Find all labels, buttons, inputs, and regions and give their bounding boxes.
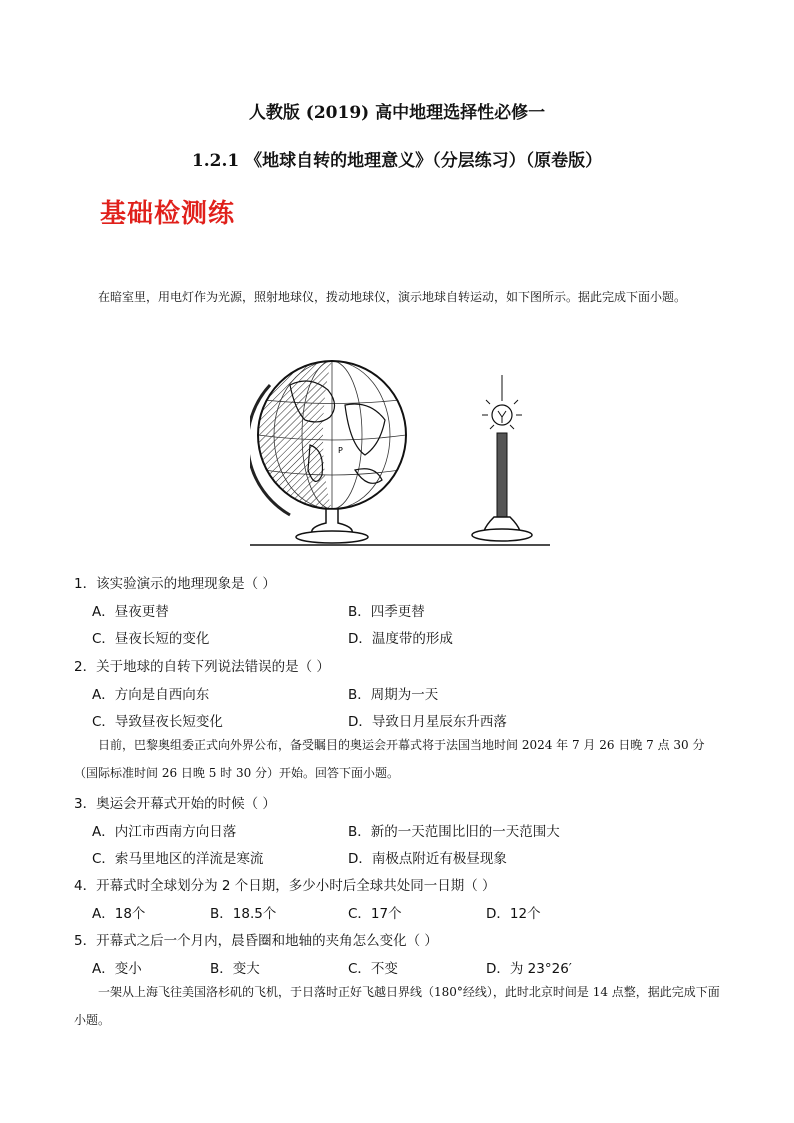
q5-option-a: A．变小 xyxy=(92,961,142,977)
question-5: 5．开幕式之后一个月内，晨昏圈和地轴的夹角怎么变化（ ） xyxy=(74,933,438,949)
q2-option-d: D．导致日月星辰东升西落 xyxy=(348,714,507,730)
globe-stand xyxy=(312,509,352,533)
question-3: 3．奥运会开幕式开始的时候（ ） xyxy=(74,796,276,812)
q1-option-b: B．四季更替 xyxy=(348,604,425,620)
question-1: 1．该实验演示的地理现象是（ ） xyxy=(74,576,276,592)
intro-paragraph-3: 一架从上海飞往美国洛杉矶的飞机，于日落时正好飞越日界线（180°经线），此时北京时间是 14 点整，据此完成下面小题。 xyxy=(74,985,720,1027)
q1-option-a: A．昼夜更替 xyxy=(92,604,169,620)
document-title: 人教版 (2019) 高中地理选择性必修一 xyxy=(248,103,546,123)
lamp xyxy=(472,375,532,541)
q2-option-b: B．周期为一天 xyxy=(348,687,439,703)
q3-option-c: C．索马里地区的洋流是寒流 xyxy=(92,851,264,867)
q4-option-d: D．12个 xyxy=(486,906,541,922)
document-subtitle: 1.2.1 《地球自转的地理意义》（分层练习）（原卷版） xyxy=(191,151,603,171)
q4-option-a: A．18个 xyxy=(92,906,146,922)
q3-option-b: B．新的一天范围比旧的一天范围大 xyxy=(348,824,560,840)
section-heading: 基础检测练 xyxy=(100,199,236,229)
q3-option-d: D．南极点附近有极昼现象 xyxy=(348,851,507,867)
q5-option-c: C．不变 xyxy=(348,961,398,977)
globe-base xyxy=(296,531,368,543)
globe-point-label: P xyxy=(338,446,343,455)
q4-option-b: B．18.5个 xyxy=(210,906,277,922)
q1-option-c: C．昼夜长短的变化 xyxy=(92,631,210,647)
intro-paragraph-1: 在暗室里，用电灯作为光源，照射地球仪，拨动地球仪，演示地球自转运动，如下图所示。据此完成下面小题。 xyxy=(98,290,687,304)
q5-option-d: D．为 23°26′ xyxy=(486,961,572,977)
q5-option-b: B．变大 xyxy=(210,961,260,977)
question-4: 4．开幕式时全球划分为 2 个日期，多少小时后全球共处同一日期（ ） xyxy=(74,878,496,894)
globe-lamp-figure xyxy=(250,345,550,550)
q4-option-c: C．17个 xyxy=(348,906,402,922)
q1-option-d: D．温度带的形成 xyxy=(348,631,453,647)
q2-option-c: C．导致昼夜长短变化 xyxy=(92,714,223,730)
intro-paragraph-2: 日前，巴黎奥组委正式向外界公布，备受瞩目的奥运会开幕式将于法国当地时间 2024 年 7 月 26 日晚 7 点 30 分（国际标准时间 26 日晚 5 时 30 分）开始。回答下面小题。 xyxy=(74,738,705,780)
q2-option-a: A．方向是自西向东 xyxy=(92,687,210,703)
q3-option-a: A．内江市西南方向日落 xyxy=(92,824,237,840)
question-2: 2．关于地球的自转下列说法错误的是（ ） xyxy=(74,659,330,675)
